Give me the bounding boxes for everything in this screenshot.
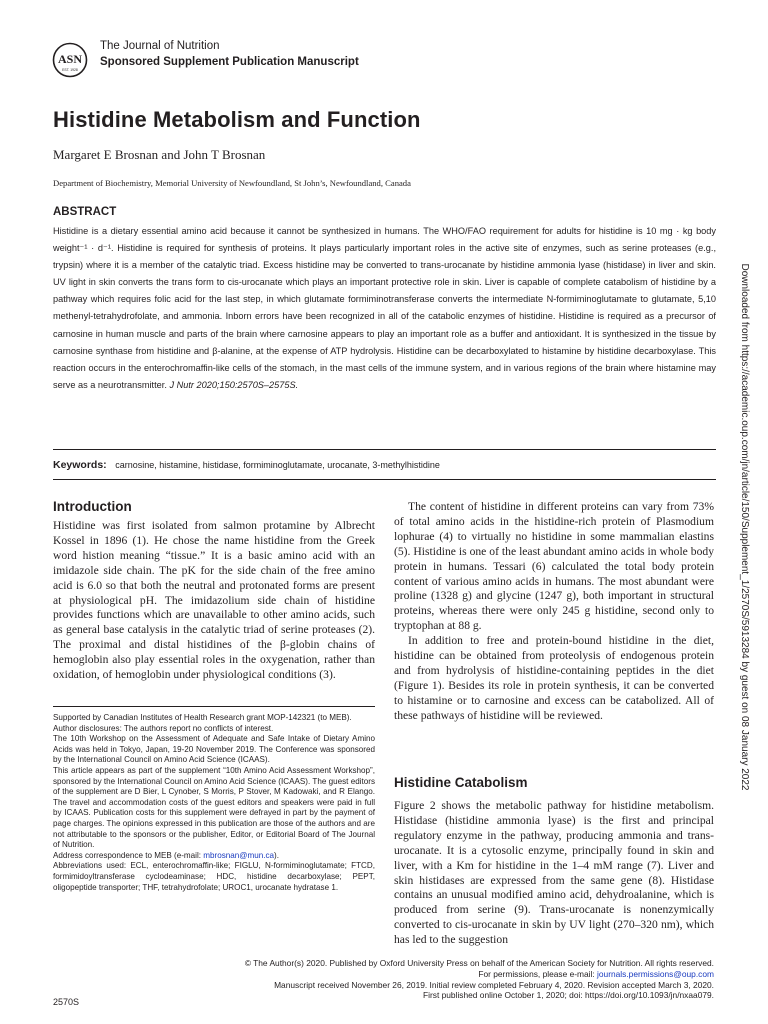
- permissions: [200, 969, 714, 980]
- article-title: Histidine Metabolism and Function: [53, 107, 421, 132]
- footnote-correspondence: Address correspondence to MEB (e-mail: mbrosnan@mun.ca).: [53, 850, 279, 860]
- catabolism-paragraph-1: Figure 2 shows the metabolic pathway for histidine metabolism. Histidase (histidine ammonia lyase) is the first and principal regulatory enzyme in the pathway, producing ammonia and trans-urocanate. It is a cytosolic enzyme, principally found in skin and liver, with a Km for histidine in the 1–4 mM range (7). Liver and skin histidases are expressed from the same gene (8). Histidase contains an unusual modified amino acid, dehydroalanine, which is produced from serine (9). Trans-urocanate is nonenzymically converted to cis-urocanate in skin by UV light (270–320 nm), which has led to the suggestion: [394, 799, 714, 947]
- catabolism-column: [394, 799, 714, 948]
- introduction-heading: Introduction: [53, 499, 132, 514]
- copyright: © The Author(s) 2020. Published by Oxford University Press on behalf of the American Society for Nutrition. All rights reserved.: [244, 958, 714, 968]
- footnote-workshop: The 10th Workshop on the Assessment of Adequate and Safe Intake of Dietary Amino Acids was held in Tokyo, Japan, 19-20 November 2019. The Conference was sponsored by the International Council on Amino Acid Science (ICAAS).: [53, 734, 375, 765]
- page-number: 2570S: [53, 997, 80, 1007]
- authors: Margaret E Brosnan and John T Brosnan: [53, 147, 266, 162]
- affiliation: Department of Biochemistry, Memorial University of Newfoundland, St John’s, Newfoundland, Canada: [53, 178, 411, 188]
- footnotes: [53, 713, 375, 893]
- intro-right-column: [394, 500, 714, 724]
- permissions-email-link[interactable]: journals.permissions@oup.com: [597, 968, 714, 979]
- correspondence-email-link[interactable]: mbrosnan@mun.ca: [203, 850, 274, 860]
- keywords-label: Keywords:: [53, 459, 107, 471]
- abstract-citation: J Nutr 2020;150:2570S–2575S.: [169, 379, 299, 390]
- footer: [200, 958, 714, 1001]
- divider: [53, 449, 716, 450]
- footnote-abbreviations: Abbreviations used: ECL, enterochromaffin-like; FIGLU, N-formiminoglutamate; FTCD, formimidoyltransferase cyclodeaminase; HDC, histidine decarboxylase; PEPT, oligopeptide transporter; THF, tetrahydrofolate; UROC1, urocanate hydratase 1.: [53, 861, 375, 892]
- publication-doi: First published online October 1, 2020; doi: https://doi.org/10.1093/jn/nxaa079.: [423, 990, 714, 1001]
- footnote-support: Supported by Canadian Institutes of Health Research grant MOP-142321 (to MEB).: [53, 713, 352, 722]
- logo-est: EST. 1928: [62, 68, 78, 72]
- keywords-list: carnosine, histamine, histidase, formiminoglutamate, urocanate, 3-methylhistidine: [115, 460, 440, 470]
- abstract-body: [53, 223, 716, 394]
- abstract-heading: ABSTRACT: [53, 206, 117, 218]
- logo-text: ASN: [57, 52, 83, 66]
- received-dates: Manuscript received November 26, 2019. Initial review completed February 4, 2020. Revision accepted March 3, 2020.: [274, 979, 714, 990]
- journal-name: The Journal of Nutrition: [100, 40, 220, 52]
- footnote-supplement: This article appears as part of the supplement “10th Amino Acid Assessment Workshop”, sponsored by the International Council on Amino Acid Science (ICAAS). The guest editors of the supplement are D Bier, L Cynober, S Morris, P Stover, M Kadowaki, and R Elango. The travel and accommodation costs of the guest editors and speakers were paid in full by ICAAS. Publication costs for this supplement were defrayed in part by the payment of page charges. The opinions expressed in this publication are those of the authors and are not attributable to the sponsors or the publisher, Editor, or Editorial Board of The Journal of Nutrition.: [53, 765, 375, 850]
- intro-paragraph-1: Histidine was first isolated from salmon protamine by Albrecht Kossel in 1896 (1). He chose the name histidine from the Greek word histion meaning “tissue.” It is a basic amino acid with an imidazole side chain. The pK for the side chain of the free amino acid is 6.0 so that both the neutral and protonated forms are present at physiological pH. The imidazolium side chain of histidine provides functions which are unavailable to other amino acids, such as general base catalysis in the catalytic triad of serine proteases (2). The proximal and distal histidines of the β-globin chains of hemoglobin also play essential roles in the oxygenation, rather than oxidation, of hemoglobin under physiological conditions (3).: [53, 519, 375, 682]
- asn-logo: [52, 42, 88, 78]
- permissions-label: For permissions, please e-mail:: [478, 968, 595, 979]
- abstract-text: Histidine is a dietary essential amino acid because it cannot be synthesized in humans. The WHO/FAO requirement for adults for histidine is 10 mg · kg body weight⁻¹ · d⁻¹. Histidine is required for synthesis of proteins. It plays particularly important roles in the active site of enzymes, such as serine proteases (e.g., trypsin) where it is a member of the catalytic triad. Excess histidine may be converted to trans-urocanate by histidine ammonia lyase (histidase) in liver and skin. UV light in skin converts the trans form to cis-urocanate which plays an important protective role in skin. Liver is capable of complete catabolism of histidine by a pathway which requires folic acid for the last step, in which glutamate formiminotransferase converts the intermediate N-formiminoglutamate to glutamate, 5,10 methenyl-tetrahydrofolate, and ammonia. Inborn errors have been recognized in all of the catabolic enzymes of histidine. Histidine is required as a precursor of carnosine in human muscle and parts of the brain where carnosine appears to play an important role as a buffer and antioxidant. It is synthesized in the tissue by carnosine synthase from histidine and β-alanine, at the expense of ATP hydrolysis. Histidine can be decarboxylated to histamine by histidine decarboxylase. This reaction occurs in the enterochromaffin-like cells of the stomach, in the mast cells of the immune system, and in various regions of the brain where histamine may serve as a neurotransmitter.: [53, 226, 716, 390]
- manuscript-type: Sponsored Supplement Publication Manuscript: [100, 56, 359, 68]
- footnote-divider: [53, 706, 375, 707]
- footnote-disclosures: Author disclosures: The authors report no conflicts of interest.: [53, 723, 274, 733]
- download-watermark: [732, 236, 752, 818]
- correspondence-label: Address correspondence to MEB (e-mail:: [53, 850, 201, 860]
- keywords: [53, 459, 716, 471]
- divider: [53, 479, 716, 480]
- intro-paragraph-2: The content of histidine in different proteins can vary from 73% of total amino acids in the histidine-rich protein of Plasmodium lophurae (4) to virtually no histidine in some mammalian elastins (5). Histidine is one of the least abundant amino acids in whole body protein in humans. Tessari (6) calculated the total body protein content of various amino acids in humans. The most abundant were proline (1328 g) and glycine (1247 g), both important in structural proteins, whereas there were only 245 g histidine, second only to tryptophan at 88 g.: [394, 500, 714, 633]
- intro-left-column: [53, 519, 375, 683]
- download-text: Downloaded from https://academic.oup.com/jn/article/150/Supplement_1/2570S/5913284 by guest on 08 January 2022: [739, 263, 750, 791]
- catabolism-heading: Histidine Catabolism: [394, 775, 528, 790]
- intro-paragraph-3: In addition to free and protein-bound histidine in the diet, histidine can be obtained from proteolysis of endogenous protein and from hydrolysis of histidine-containing peptides in the diet (Figure 1). Besides its role in protein synthesis, it can be converted to histamine or to carnosine and excess can be catabolized. All of these pathways of histidine will be reviewed.: [394, 634, 714, 722]
